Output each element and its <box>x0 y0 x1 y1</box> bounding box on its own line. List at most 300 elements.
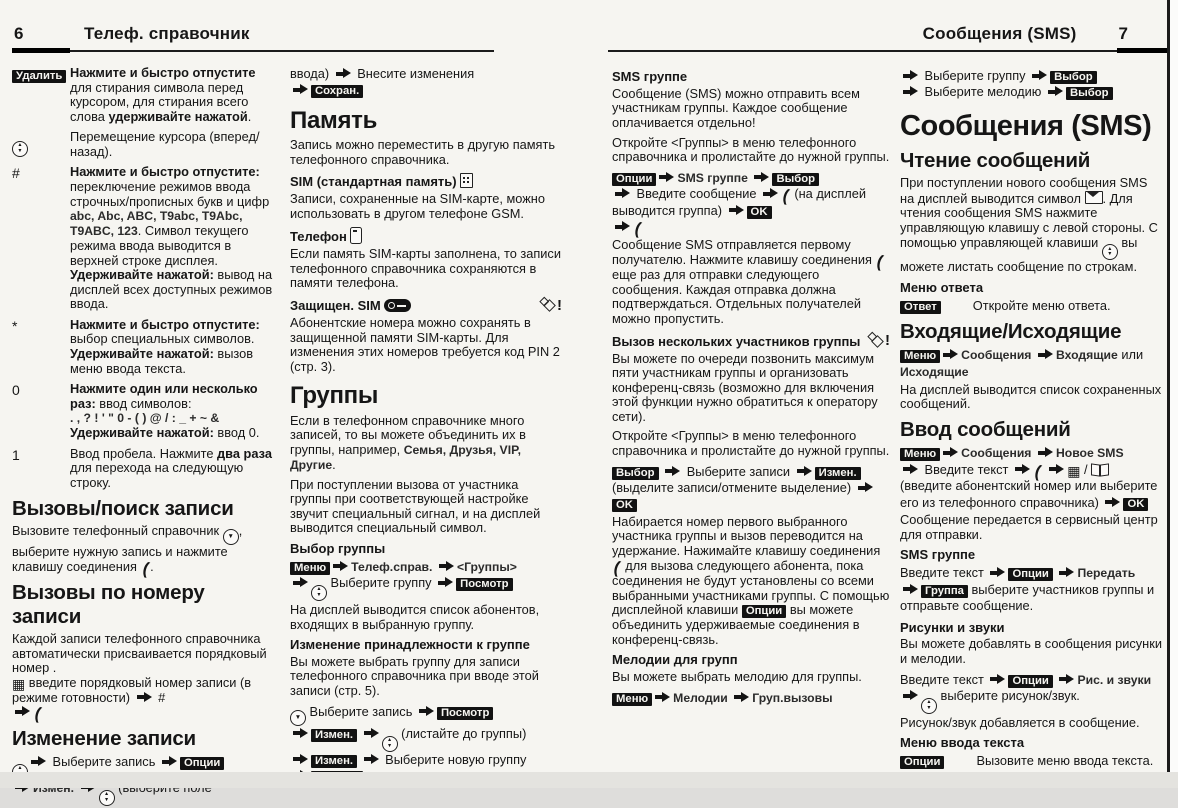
text-run <box>1053 565 1057 580</box>
text-run: ввод символов: <box>95 395 192 411</box>
menu-path-line <box>900 347 1164 380</box>
exclamation-glyph: ! <box>885 332 890 350</box>
arrow-icon <box>1059 674 1074 685</box>
header-rule <box>12 50 494 52</box>
arrow-icon <box>734 692 749 703</box>
arrow-icon <box>903 584 918 595</box>
call-icon: ( <box>780 185 792 206</box>
bold-text: Изменение принадлежности к группе <box>290 637 530 653</box>
network-cells-glyph <box>540 297 556 311</box>
text-run: Вы можете выбрать мелодию для группы. <box>612 669 862 685</box>
text-run: для перехода на следующую строку. <box>70 460 244 491</box>
text-run: Выберите запись <box>306 703 416 719</box>
arrow-icon <box>293 728 308 739</box>
text-run: Сообщение SMS отправляется первому получателю. Нажмите клавишу соединения <box>612 236 876 267</box>
paragraph <box>290 478 562 536</box>
text-run: , выберите нужную запись и нажмите клавишу соединения <box>12 522 243 574</box>
arrow-icon <box>293 577 308 588</box>
menu-item: Груп.вызовы <box>752 690 833 705</box>
network-cells-glyph <box>868 332 884 346</box>
text-run: вызов меню ввода текста. <box>70 346 254 376</box>
menu-path-line <box>612 464 890 513</box>
sub-heading <box>612 332 890 349</box>
paragraph <box>900 637 1164 666</box>
menu-item: Входящие <box>1055 348 1118 363</box>
text-run: Сообщение (SMS) можно отправить всем участникам группы. Каждое сообщение оплачивается отдельно! <box>612 85 860 130</box>
text-run: 1 <box>12 446 20 463</box>
bold-text: Удерживайте нажатой: <box>70 267 214 283</box>
call-icon: ( <box>140 558 151 579</box>
section-heading: Ввод сообщений <box>900 417 1071 441</box>
text-run: выберите участников группы и отправьте сообщение. <box>900 581 1155 614</box>
text-run: (на дисплей выводится группа) <box>612 186 866 218</box>
sub-heading-text <box>900 621 1164 636</box>
text-run: Вызовите меню ввода текста. <box>976 753 1154 769</box>
paragraph <box>612 515 890 648</box>
menu-path-line <box>900 68 1164 101</box>
bold-text: Удерживайте нажатой: <box>70 346 214 362</box>
softkey-badge: Меню <box>290 562 330 575</box>
paragraph <box>290 414 562 473</box>
sub-heading <box>900 281 1164 296</box>
paragraph <box>612 238 890 326</box>
paragraph <box>900 513 1164 542</box>
text-run: Вызовите телефонный справочник <box>12 522 223 538</box>
page-right <box>578 0 1178 788</box>
menu-item: <Группы> <box>457 559 517 574</box>
nav-icon: ▲ ▼ <box>921 698 937 714</box>
text-run <box>1031 347 1035 362</box>
arrow-icon <box>763 188 778 199</box>
key-description <box>70 130 278 159</box>
bold-text: Удерживайте нажатой: <box>70 425 214 441</box>
section-heading: Вызовы/поиск записи <box>12 496 234 520</box>
text-run: Если память SIM-карты заполнена, то записи телефонного справочника сохраняются в памяти телефона. <box>290 246 561 291</box>
text-run: вы можете листать сообщение по строкам. <box>900 234 1138 275</box>
arrow-icon <box>659 172 674 183</box>
softkey-badge: Меню <box>900 448 940 461</box>
arrow-icon <box>15 706 30 717</box>
arrow-icon <box>336 68 351 79</box>
nav-icon: ▲ ▼ <box>99 790 115 806</box>
text-run: . Символ текущего режима ввода выводится в верхней строке дисплея. <box>70 223 249 268</box>
sub-heading <box>900 621 1164 636</box>
softkey-badge: Опции <box>180 757 224 770</box>
softkey-badge: Меню <box>900 350 940 363</box>
menu-path-line <box>612 170 890 239</box>
paragraph <box>612 87 890 131</box>
paragraph <box>612 136 890 165</box>
page-header <box>608 24 1128 44</box>
bold-text: SMS группе <box>612 69 688 84</box>
softkey-badge: Меню <box>612 693 652 706</box>
menu-item: SMS группе <box>677 170 748 185</box>
arrow-icon <box>797 466 812 477</box>
bold-text: Выбор группы <box>290 540 386 556</box>
text-run: Вы можете выбрать группу для записи телефонного справочника при вводе этой записи (стр. 5). <box>290 653 539 699</box>
bold-text: Нажмите и быстро отпустите: <box>70 316 260 332</box>
phone-icon <box>350 227 362 244</box>
exclamation-glyph: ! <box>557 296 562 314</box>
nav-icon: ▲ ▼ <box>311 585 327 601</box>
menu-item: Телеф.справ. <box>351 559 433 574</box>
text-run: При поступлении вызова от участника группы при соответствующей настройке звучит специальный сигнал, и на дисплей выводится специальный символ. <box>290 476 541 536</box>
menu-item: abc, Abc, ABC, T9abc, T9Abc, T9ABC, 123 <box>70 209 243 239</box>
arrow-icon <box>903 70 918 81</box>
key-label <box>12 130 70 159</box>
paragraph <box>290 316 562 374</box>
text-run: На дисплей выводится список абонентов, входящих в выбранную группу. <box>290 601 540 632</box>
text-run: Откройте <Группы> в меню телефонного справочника и пролистайте до нужной группы. <box>612 134 890 165</box>
text-run <box>357 726 361 741</box>
text-run <box>432 559 436 574</box>
key-description <box>70 165 278 311</box>
arrow-icon <box>364 754 379 765</box>
paragraph <box>900 176 1164 275</box>
paragraph <box>612 429 890 458</box>
arrow-icon <box>1105 497 1120 508</box>
page-left <box>0 0 578 803</box>
key-row <box>12 318 278 376</box>
envelope-icon <box>1085 191 1103 204</box>
menu-item: Исходящие <box>900 365 969 380</box>
bold-text: Рисунки и звуки <box>900 619 1005 635</box>
text-run: / <box>1080 461 1092 477</box>
menu-item: Новое SMS <box>1055 446 1124 461</box>
arrow-icon <box>615 188 630 199</box>
key-description <box>70 318 278 376</box>
call-icon: ( <box>875 251 886 271</box>
menu-path-line <box>900 565 1164 614</box>
bold-text: Мелодии для групп <box>612 652 738 668</box>
header-rule-accent <box>12 48 70 53</box>
text-run: Если в телефонном справочнике много записей, то вы можете объединить их в группы, например, <box>290 412 526 457</box>
text-run <box>1053 672 1057 687</box>
text-run: . <box>150 558 154 574</box>
text-run <box>357 752 361 767</box>
arrow-icon <box>419 706 434 717</box>
softkey-badge: Выбор <box>772 173 819 186</box>
bold-text: два раза <box>217 445 272 461</box>
menu-path-line <box>290 559 562 601</box>
arrow-icon <box>31 756 46 767</box>
sub-heading-text <box>900 548 1164 563</box>
arrow-icon <box>1015 464 1030 475</box>
menu-item: Сообщения <box>961 348 1032 363</box>
key-label <box>12 165 70 311</box>
column-right-1 <box>612 64 890 708</box>
text-run: Вы можете по очереди позвонить максимум пяти участникам группы и организовать конференц-связь (возможно для включения этой функции нужно обратиться к оператору сети). <box>612 350 878 424</box>
text-run: При поступлении нового сообщения SMS на дисплей выводится символ <box>900 175 1148 206</box>
call-icon: ( <box>611 557 622 578</box>
key-label <box>12 382 70 441</box>
key-row <box>12 66 278 124</box>
text-run: Выберите группу <box>327 575 436 591</box>
text-run: Каждой записи телефонного справочника автоматически присваивается порядковый номер . <box>12 631 267 676</box>
softkey-badge: OK <box>612 499 637 512</box>
text-run: (введите абонентский номер или выберите его из телефонного справочника) <box>900 478 1158 510</box>
menu-item: Мелодии <box>673 690 728 705</box>
menu-item: Рис. и звуки <box>1077 672 1152 687</box>
arrow-icon <box>655 692 670 703</box>
section-heading: Вызовы по номеру записи <box>12 581 205 628</box>
arrow-icon <box>903 690 918 701</box>
text-run: ввод 0. <box>213 425 260 441</box>
text-run: . Для чтения сообщения SMS нажмите управляющую клавишу с левой стороны. С помощью управляющей клавиши <box>900 190 1158 250</box>
softkey-badge: Посмотр <box>456 578 512 591</box>
keypad-icon: ▦ <box>1067 462 1081 479</box>
column-left-2 <box>290 66 562 786</box>
softkey-badge: Опции <box>1008 675 1052 688</box>
nav-down-icon: ▼ <box>290 710 306 726</box>
scan-bottom-edge <box>0 772 1178 788</box>
text-run: для стирания символа перед курсором, для стирания всего слова <box>70 79 249 124</box>
menu-path-line <box>290 66 562 99</box>
text-run: вывод на дисплей всех доступных режимов ввода. <box>70 267 273 312</box>
arrow-icon <box>439 561 454 572</box>
paragraph <box>290 655 562 699</box>
key-description <box>70 382 278 441</box>
menu-item: Передать <box>1077 566 1136 581</box>
call-icon: ( <box>32 704 43 724</box>
sub-heading-text <box>612 70 890 85</box>
text-run: Рисунок/звук добавляется в сообщение. <box>900 714 1140 730</box>
text-run: (листайте до группы) <box>397 725 527 741</box>
text-run: введите порядковый номер записи (в режиме готовности) <box>12 674 252 705</box>
sim-card-icon <box>460 173 473 188</box>
text-run: На дисплей выводится список сохраненных сообщений. <box>900 381 1162 412</box>
text-run: # <box>12 165 20 182</box>
paragraph <box>290 247 562 291</box>
arrow-icon <box>1048 86 1063 97</box>
text-run: Внесите изменения <box>353 66 475 81</box>
sub-heading <box>290 227 562 245</box>
text-run: Вы можете добавлять в сообщения рисунки и мелодии. <box>900 636 1162 666</box>
arrow-icon <box>903 464 918 475</box>
section-heading: Чтение сообщений <box>900 148 1091 172</box>
text-run: переключение режимов ввода строчных/прописных букв и цифр <box>70 179 270 209</box>
sub-heading <box>290 542 562 557</box>
paragraph <box>900 716 1164 731</box>
text-run: вы можете объединить удерживаемые соединения в конференц-связь. <box>612 602 860 647</box>
softkey-badge: Опции <box>612 173 656 186</box>
menu-path-line <box>900 445 1164 511</box>
text-run: ввода) <box>290 66 333 81</box>
sub-heading <box>612 70 890 85</box>
arrow-icon <box>137 692 152 703</box>
paragraph <box>290 138 562 167</box>
softkey-badge: Посмотр <box>437 707 493 720</box>
sub-heading-text <box>900 736 1164 751</box>
softkey-badge: Измен. <box>311 729 357 742</box>
key-description <box>70 447 278 491</box>
text-run: . <box>332 456 336 472</box>
text-run <box>659 464 663 479</box>
bold-text: SMS группе <box>900 547 976 563</box>
sub-heading <box>290 297 562 314</box>
arrow-icon <box>438 577 453 588</box>
paragraph <box>12 631 278 724</box>
keypad-icon: ▦ <box>12 675 26 692</box>
bold-text: Меню ввода текста <box>900 735 1025 751</box>
arrow-icon <box>1032 70 1047 81</box>
arrow-icon <box>1059 567 1074 578</box>
arrow-icon <box>293 84 308 95</box>
text-run: Набирается номер первого выбранного участника группы и вызов переводится на удержание. Нажимайте клавишу соединения <box>612 513 881 559</box>
text-run: еще раз для отправки следующего сообщения. Каждая отправка должна подтверждаться. Отдельных получателей можно пропустить. <box>612 267 861 326</box>
nav-down-icon: ▼ <box>223 529 239 545</box>
section-heading: Память <box>290 106 378 134</box>
bold-text: SIM (стандартная память) <box>290 174 461 190</box>
bold-text: Защищен. SIM <box>290 298 385 314</box>
text-run: Ввод пробела. Нажмите <box>70 445 218 461</box>
net-warning-icon <box>868 332 890 349</box>
arrow-icon <box>665 466 680 477</box>
arrow-icon <box>293 754 308 765</box>
bold-text: Меню ответа <box>900 279 984 295</box>
text-run: для вызова следующего абонента, пока соединения не будут установлены со всеми выбранными участниками группы. С помощью дисплейной клавиши <box>612 557 890 618</box>
text-run: Абонентские номера можно сохранять в защищенной памяти SIM-карты. Для изменения этих номеров требуется код PIN 2 (стр. 3). <box>290 314 560 374</box>
text-run <box>748 170 752 185</box>
text-run: Введите текст <box>900 565 988 581</box>
text-run: Выберите группу <box>921 68 1030 83</box>
softkey-badge: Удалить <box>12 70 66 83</box>
section-heading: Входящие/Исходящие <box>900 320 1122 344</box>
net-warning-icon <box>540 297 562 314</box>
page-title: Сообщения (SMS) <box>922 24 1077 43</box>
sub-heading-text <box>290 227 562 245</box>
text-run: выберите рисунок/звук. <box>937 688 1080 704</box>
arrow-icon <box>990 567 1005 578</box>
softkey-badge: Группа <box>921 585 968 598</box>
sub-heading-text <box>900 281 1164 296</box>
paragraph <box>290 192 562 221</box>
softkey-badge: Сохран. <box>311 85 363 98</box>
text-run: Перемещение курсора (вперед/назад). <box>70 129 260 159</box>
text-run: Записи, сохраненные на SIM-карте, можно использовать в другом телефоне GSM. <box>290 191 545 221</box>
sub-heading-text <box>612 653 890 668</box>
arrow-icon <box>1049 464 1064 475</box>
text-run: . <box>247 108 252 124</box>
bold-text: Вызов нескольких участников группы <box>612 333 861 349</box>
sub-heading <box>900 736 1164 751</box>
menu-item: . , ? ! ' " 0 - ( ) @ / : _ + ~ & <box>70 411 220 426</box>
text-run: Откройте меню ответа. <box>972 297 1111 313</box>
call-icon: ( <box>632 218 643 239</box>
arrow-icon <box>364 728 379 739</box>
arrow-icon <box>903 86 918 97</box>
text-run: Введите текст <box>921 461 1012 477</box>
sub-heading-text <box>290 173 562 190</box>
text-run <box>728 690 732 705</box>
arrow-icon <box>729 205 744 216</box>
sub-heading <box>900 548 1164 563</box>
nav-icon: ▲ ▼ <box>1102 244 1118 260</box>
softkey-badge: Опции <box>900 756 944 769</box>
softkey-badge: Ответ <box>900 301 941 314</box>
page-title: Телеф. справочник <box>84 24 250 43</box>
menu-item: Сообщения <box>961 446 1032 461</box>
arrow-icon <box>162 756 177 767</box>
text-run: Введите текст <box>900 671 988 687</box>
softkey-badge: OK <box>747 206 772 219</box>
sub-heading-text <box>290 299 540 314</box>
key-label <box>12 447 70 491</box>
text-run: выбор специальных символов. <box>70 331 255 347</box>
softkey-badge: OK <box>1123 498 1148 511</box>
sub-heading <box>290 638 562 653</box>
arrow-icon <box>754 172 769 183</box>
nav-icon: ▲ <box>12 764 28 780</box>
sub-heading-text <box>290 638 562 653</box>
text-run: 0 <box>12 382 20 399</box>
text-run: # <box>154 689 166 705</box>
paragraph <box>12 522 278 579</box>
menu-path-line <box>900 753 1164 769</box>
column-left-1 <box>12 66 278 808</box>
softkey-badge: Измен. <box>815 467 861 480</box>
bold-text: Нажмите один или несколько раз: <box>70 381 258 411</box>
bold-text: Нажмите и быстро отпустите <box>70 65 256 80</box>
scan-right-margin <box>1170 0 1178 788</box>
header-rule-accent <box>1117 48 1173 53</box>
section-heading: Изменение записи <box>12 727 196 750</box>
section-heading: Сообщения (SMS) <box>900 109 1152 142</box>
key-label <box>12 318 70 376</box>
softkey-badge: Выбор <box>1066 87 1113 100</box>
arrow-icon <box>943 349 958 360</box>
paragraph <box>612 670 890 685</box>
bold-text: удерживайте нажатой <box>108 108 248 124</box>
menu-path-line <box>900 298 1164 314</box>
arrow-icon <box>858 482 873 493</box>
key-row <box>12 165 278 311</box>
key-description <box>70 66 278 124</box>
softkey-badge: Выбор <box>1050 71 1097 84</box>
text-run: Выберите записи <box>683 463 794 479</box>
text-run <box>1031 445 1035 460</box>
arrow-icon <box>333 561 348 572</box>
sim-lock-icon <box>384 299 411 312</box>
text-run: Выберите запись <box>49 754 159 770</box>
sub-heading-text <box>612 335 868 350</box>
page-number: 6 <box>14 24 24 43</box>
text-run: Введите сообщение <box>633 186 761 202</box>
sub-heading <box>290 173 562 190</box>
menu-path-line <box>900 672 1164 714</box>
softkey-badge: Опции <box>1008 568 1052 581</box>
column-right-2 <box>900 68 1164 772</box>
page-number: 7 <box>1118 24 1128 43</box>
text-run: Выберите мелодию <box>921 84 1045 100</box>
paragraph <box>900 383 1164 412</box>
call-icon: ( <box>1032 461 1043 482</box>
key-label <box>12 66 70 124</box>
arrow-icon <box>943 447 958 458</box>
sub-heading <box>612 653 890 668</box>
text-run: (выделите записи/отмените выделение) <box>612 480 855 496</box>
bold-text: Нажмите и быстро отпустите: <box>70 164 260 180</box>
section-heading: Группы <box>290 382 379 410</box>
nav-icon: ▲ ▼ <box>382 736 398 752</box>
arrow-icon <box>1038 349 1053 360</box>
text-run: Сообщение передается в сервисный центр для отправки. <box>900 512 1158 542</box>
arrow-icon <box>990 674 1005 685</box>
paragraph <box>612 352 890 425</box>
phonebook-icon <box>1091 463 1109 476</box>
menu-item: Семья, Друзья, VIP, Другие <box>290 442 522 472</box>
text-run: * <box>12 317 18 334</box>
